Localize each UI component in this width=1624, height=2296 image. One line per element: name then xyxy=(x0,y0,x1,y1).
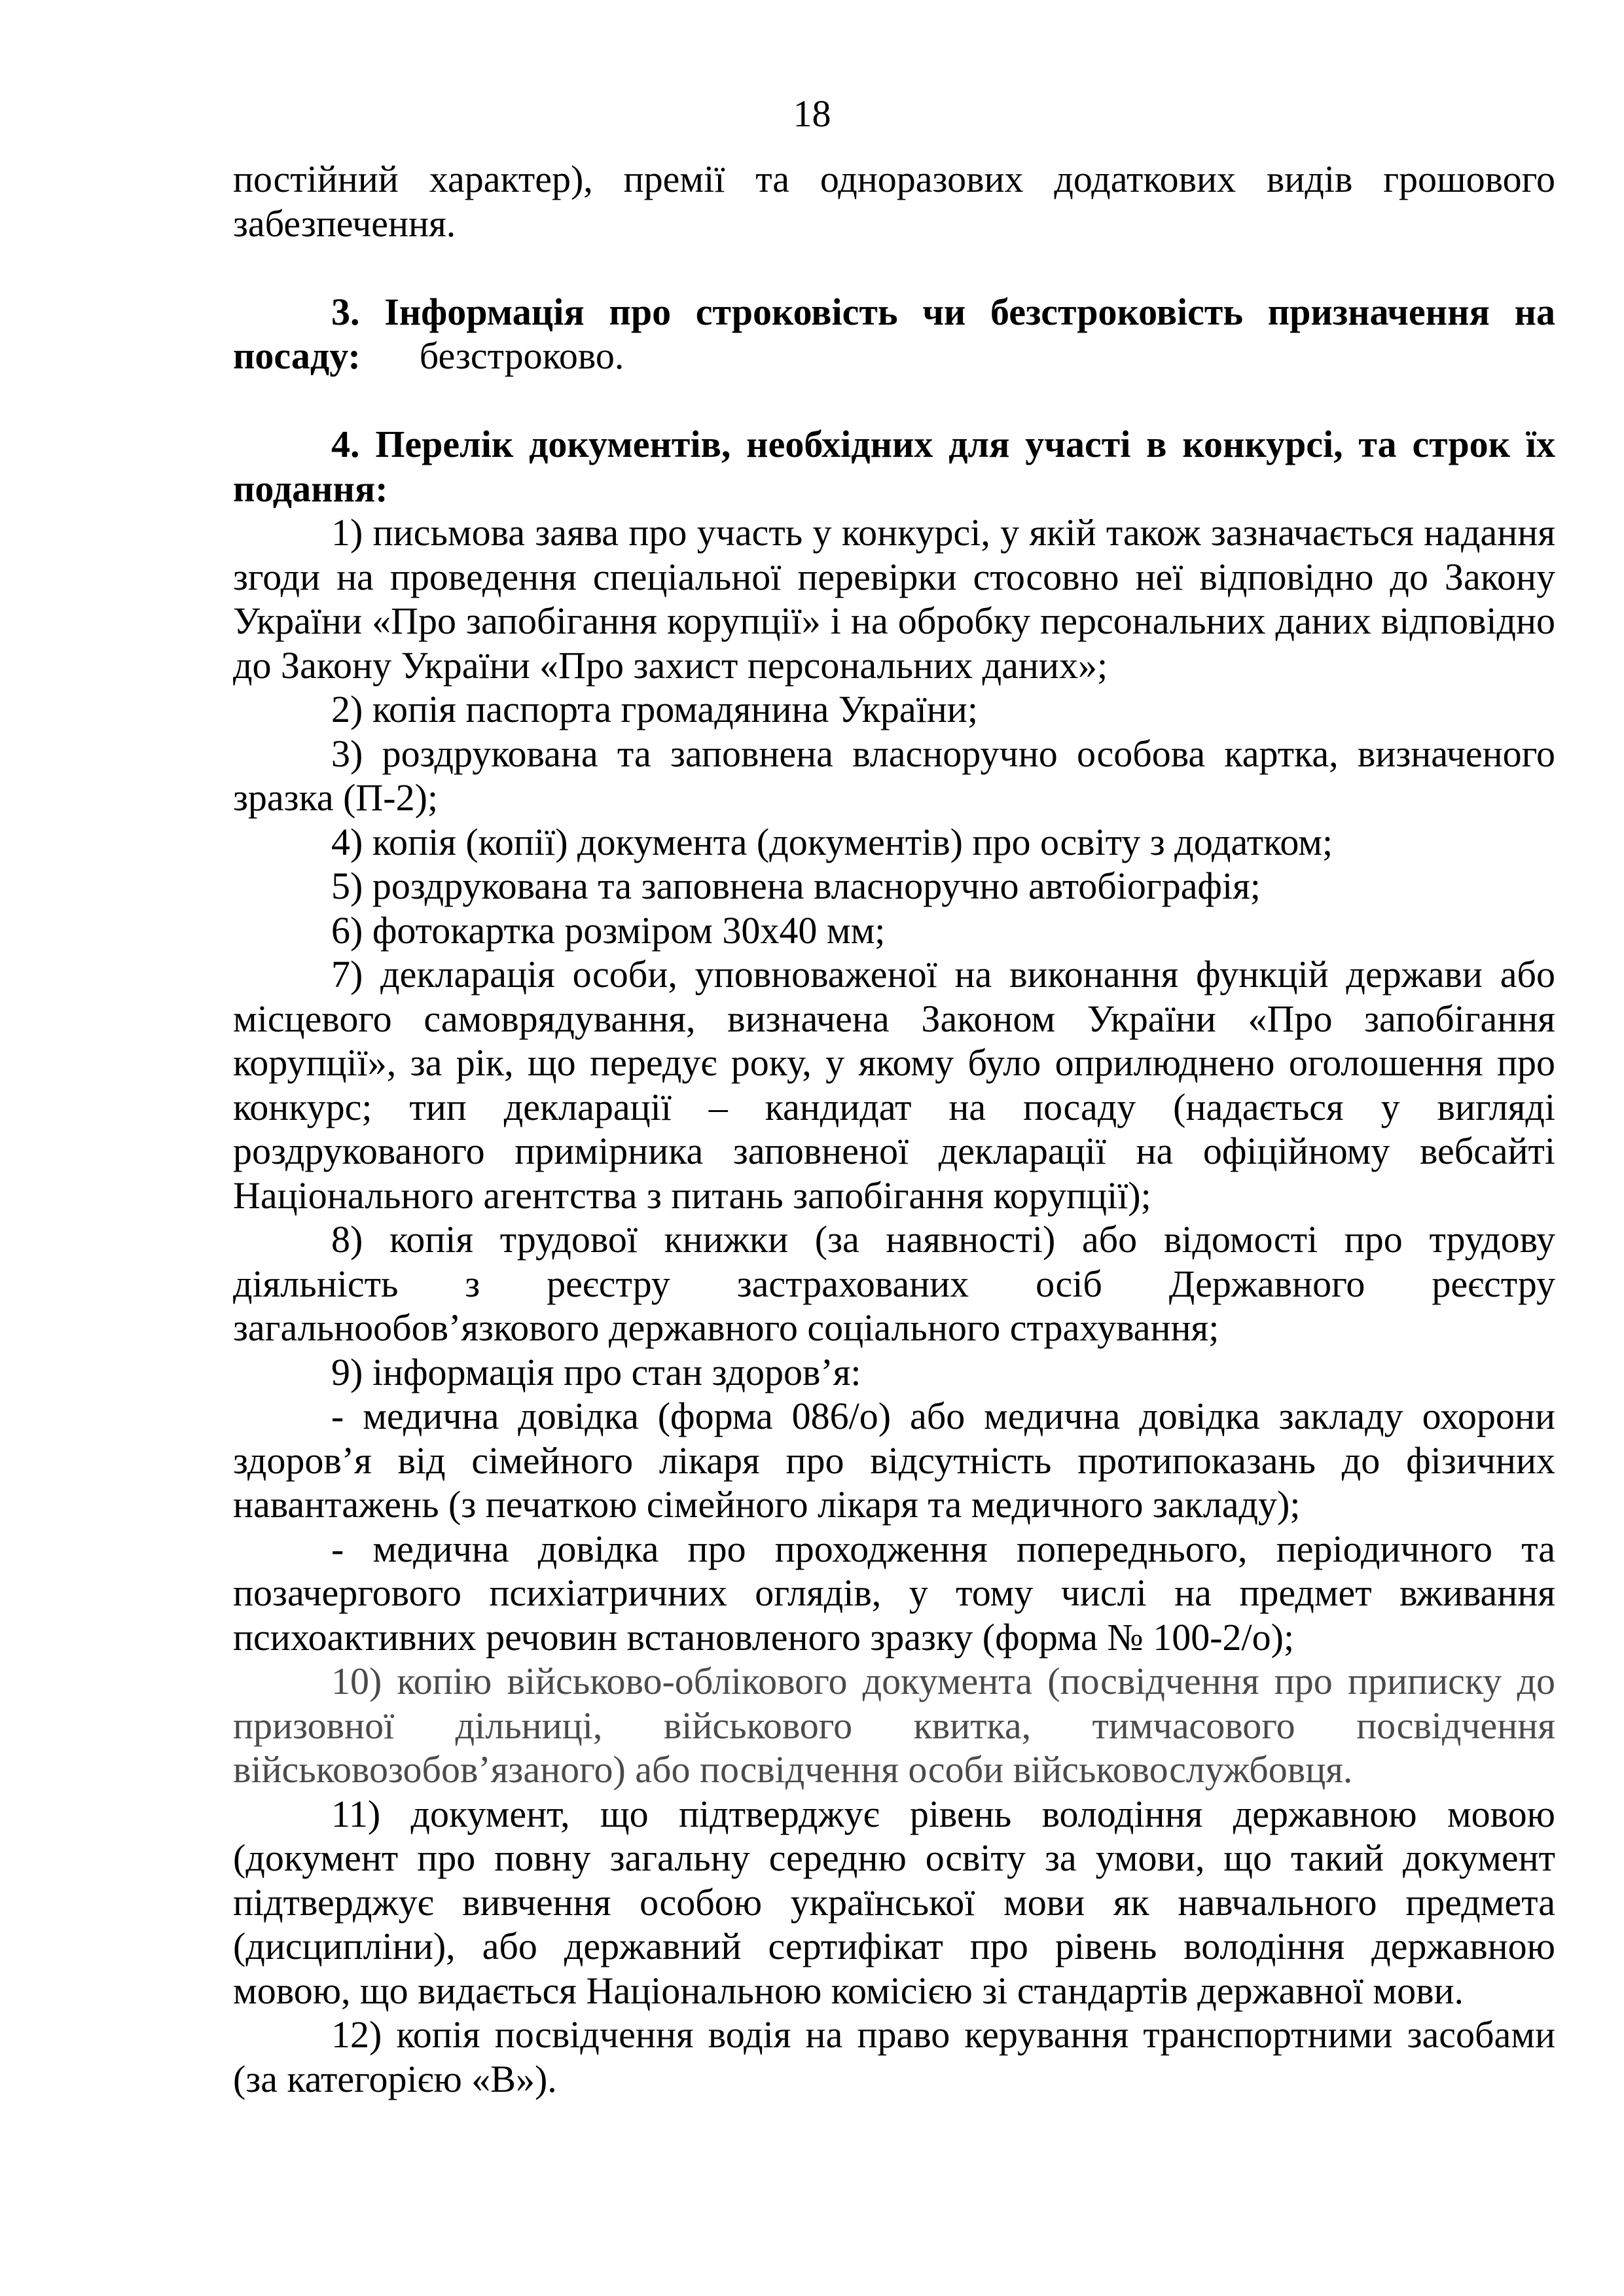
list-item: 2) копія паспорта громадянина України; xyxy=(331,688,978,730)
list-item: 9) інформація про стан здоров’я: xyxy=(331,1350,861,1393)
continuation-paragraph: постійний характер), премії та одноразових додаткових видів грошового забезпечення. xyxy=(233,158,1555,245)
list-item: 10) копію військово-облікового документа (посвідчення про приписку до призовної дільниці, військового квитка, тимчасового посвідчення військовозобов’язаного) або посвідчення особи військовослужбовця. xyxy=(233,1660,1555,1791)
document-body xyxy=(233,157,1555,2101)
list-subitem: - медична довідка (форма 086/о) або медична довідка закладу охорони здоров’я від сімейного лікаря про відсутність протипоказань до фізичних навантажень (з печаткою сімейного лікаря та медичного закладу); xyxy=(233,1395,1555,1526)
list-subitem: - медична довідка про проходження попереднього, періодичного та позачергового психіатричних оглядів, у тому числі на предмет вживання психоактивних речовин встановленого зразку (форма № 100-2/о); xyxy=(233,1527,1555,1659)
list-item: 11) документ, що підтверджує рівень володіння державною мовою (документ про повну загальну середню освіту за умови, що такий документ підтверджує вивчення особою української мови як навчального предмета (дисципліни), або державний сертифікат про рівень володіння державною мовою, що видається Національною комісією зі стандартів державної мови. xyxy=(233,1792,1555,2012)
list-item: 7) декларація особи, уповноваженої на виконання функцій держави або місцевого самоврядування, визначена Законом України «Про запобігання корупції», за рік, що передує року, у якому було оприлюднено оголошення про конкурс; тип декларації – кандидат на посаду (надається у вигляді роздрукованого примірника заповненої декларації на офіційному вебсайті Національного агентства з питань запобігання корупції); xyxy=(233,953,1555,1217)
section-3-heading: 3. Інформація про строковість чи безстроковість призначення на посаду: xyxy=(233,290,1555,377)
section-4-heading: 4. Перелік документів, необхідних для участі в конкурсі, та строк їх подання: xyxy=(233,423,1555,510)
list-item: 6) фотокартка розміром 30х40 мм; xyxy=(331,908,886,952)
list-item: 3) роздрукована та заповнена власноручно особова картка, визначеного зразка (П-2); xyxy=(233,732,1555,819)
list-item: 12) копія посвідчення водія на право керування транспортними засобами (за категорією «В»). xyxy=(233,2013,1555,2100)
section-3 xyxy=(233,290,1555,378)
section-3-value: безстроково. xyxy=(419,334,624,377)
list-item: 1) письмова заява про участь у конкурсі, у якій також зазначається надання згоди на проведення спеціальної перевірки стосовно неї відповідно до Закону України «Про запобігання корупції» і на обробку персональних даних відповідно до Закону України «Про захист персональних даних»; xyxy=(233,511,1555,687)
list-item: 4) копія (копії) документа (документів) про освіту з додатком; xyxy=(331,820,1333,863)
page-number: 18 xyxy=(793,92,831,135)
list-item: 8) копія трудової книжки (за наявності) або відомості про трудову діяльність з реєстру застрахованих осіб Державного реєстру загальнообов’язкового державного соціального страхування; xyxy=(233,1218,1555,1349)
list-item: 5) роздрукована та заповнена власноручно автобіографія; xyxy=(331,865,1261,907)
